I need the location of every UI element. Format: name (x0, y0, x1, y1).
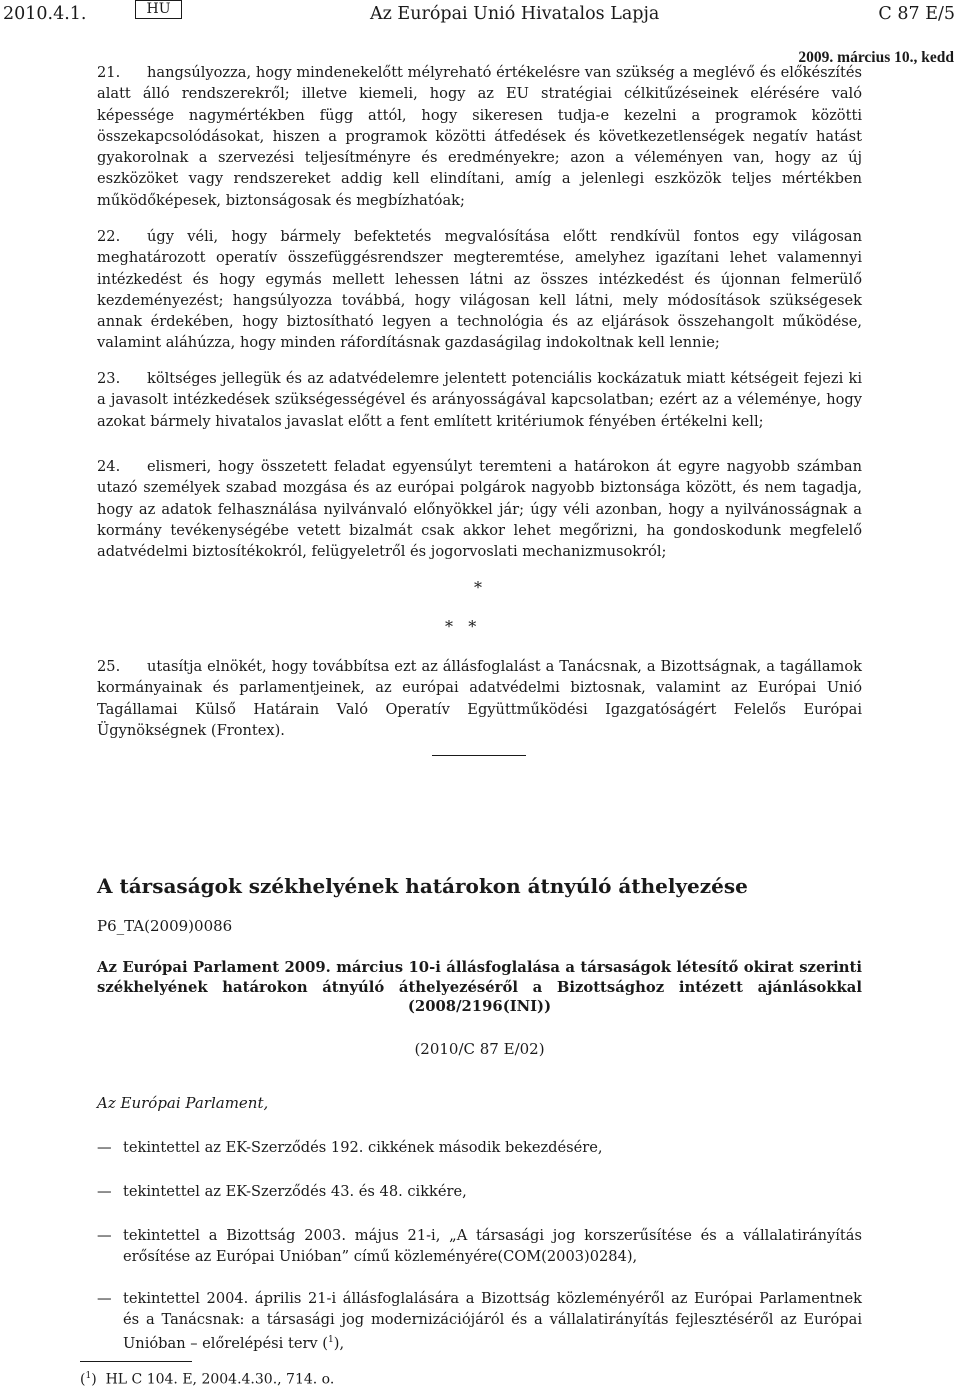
language-badge: HU (135, 0, 182, 19)
dash-marker: — (97, 1139, 112, 1156)
paragraph-text: úgy véli, hogy bármely befektetés megvalósítása előtt rendkívül fontos egy világosan meghatározott operatív összefüggésrendszer megteremtése, amelyhez igazítani lehet valamennyi intézkedést és hogy egymás mellett lehessen látni az összes intézkedést és újonnan felmerülő kezdeményezést; hangsúlyozza továbbá, hogy világosan kell látni, mely módosítások szükségesek annak érdekében, hogy biztosítható legyen a technológia és az eljárások összehangolt működése, valamint aláhúzza, hogy minden ráfordításnak gazdaságilag indokoltnak kell lennie; (97, 228, 862, 352)
header-ref: C 87 E/5 (878, 4, 955, 24)
paragraph-23 (97, 368, 862, 432)
paragraph-text: elismeri, hogy összetett feladat egyensúlyt teremteni a határokon át egyre nagyobb számban utazó személyek szabad mozgása és az európai polgárok nagyobb biztonsága között, és nem tagadja, hogy az adatok felhasználása nyilvánvaló előnyökkel jár; úgy véli azonban, hogy a nyilvánosságnak a kormány tevékenységébe vetett bizalmát csak akkor lehet megőrizni, ha gondoskodunk megfelelő adatvédelmi biztosítékokról, felügyeletről és jogorvoslati mechanizmusokról; (97, 458, 862, 561)
paragraph-number: 24. (97, 458, 121, 475)
citation-item (97, 1137, 862, 1158)
citation-tail: ), (333, 1334, 345, 1352)
paragraph-number: 22. (97, 228, 121, 245)
dash-marker: — (97, 1183, 112, 1200)
resolution-title: Az Európai Parlament 2009. március 10-i állásfoglalása a társaságok létesítő okirat szerinti székhelyének határokon átnyúló áthelyezéséről a Bizottsághoz intézett ajánlásokkal (97, 959, 862, 996)
footnote-number: 1 (85, 1371, 92, 1381)
header-date: 2010.4.1. (3, 4, 87, 24)
separator-star: * (474, 578, 482, 597)
footnote (80, 1371, 334, 1388)
resolution-reference: (2008/2196(INI)) (407, 998, 552, 1015)
citation-item (97, 1225, 862, 1267)
paragraph-number: 23. (97, 370, 121, 387)
paragraph-24 (97, 456, 862, 562)
citation-text: tekintettel a Bizottság 2003. május 21-i, „A társasági jog korszerűsítése és a vállalatirányítás erősítése az Európai Unióban” című közleményére(COM(2003)0284), (123, 1227, 862, 1265)
journal-title: Az Európai Unió Hivatalos Lapja (370, 4, 660, 24)
paragraph-number: 25. (97, 658, 121, 675)
dash-marker: — (97, 1290, 112, 1307)
footnote-ref[interactable]: 1 (328, 1335, 334, 1345)
footnote-paren-close: ) (91, 1371, 97, 1388)
paragraph-25 (97, 656, 862, 741)
citation-text (123, 1288, 862, 1354)
oj-reference: (2010/C 87 E/02) (414, 1040, 545, 1058)
citation-body: tekintettel 2004. április 21-i állásfoglalására a Bizottság közleményéről az Európai Parlamentnek és a Tanácsnak: a társasági jog modernizációjáról és a vállalatirányítás fejlesztéséről az Európai Unióban – előrelépési terv ( (123, 1290, 862, 1352)
section-divider (432, 755, 526, 756)
section-title: A társaságok székhelyének határokon átnyúló áthelyezése (97, 874, 748, 898)
footnote-divider (80, 1361, 192, 1362)
document-code: P6_TA(2009)0086 (97, 917, 233, 935)
paragraph-text: utasítja elnökét, hogy továbbítsa ezt az állásfoglalást a Tanácsnak, a Bizottságnak, a tagállamok kormányainak és parlamentjeinek, az európai adatvédelmi biztosnak, valamint az Európai Unió Tagállamai Külső Határain Való Operatív Együttműködési Igazgatóságért Felelős Európai Ügynökségnek (Frontex). (97, 658, 862, 739)
footnote-text: HL C 104. E, 2004.4.30., 714. o. (105, 1371, 335, 1388)
paragraph-text: hangsúlyozza, hogy mindenekelőtt mélyreható értékelésre van szükség a meglévő és előkészítés alatt álló rendszerekről; illetve kiemeli, hogy az EU stratégiai célkitűzéseinek elérésére való képessége nagymértékben függ attól, hogy sikeresen tudja-e kezelni a programok közötti összekapcsolódásokat, hiszen a programok közötti átfedések és következetlenségek negatív hatást gyakorolnak a szervezési teljesítményre és eredményekre; azon a véleményen van, hogy az új eszközöket vagy rendszereket addig kell elindítani, amíg a jelenlegi eszközök teljes mértékben működőképesek, biztonságosak és megbízhatóak; (97, 64, 862, 209)
citation-item (97, 1181, 862, 1202)
edition-date: 2009. március 10., kedd (798, 49, 954, 66)
parliament-heading: Az Európai Parlament, (97, 1094, 269, 1112)
separator-stars: * * (445, 617, 477, 636)
footnote-paren-open: ( (80, 1371, 86, 1388)
citation-item (97, 1288, 862, 1354)
citation-text: tekintettel az EK-Szerződés 192. cikkének második bekezdésére, (123, 1139, 603, 1156)
paragraph-text: költséges jellegük és az adatvédelemre jelentett potenciális kockázatuk miatt kétségeit fejezi ki a javasolt intézkedések szükségességével és arányosságával kapcsolatban; ezért az a véleménye, hogy azokat bármely hivatalos javaslat előtt a fent említett kritériumok fényében értékelni kell; (97, 370, 862, 430)
paragraph-21 (97, 62, 862, 211)
citation-text: tekintettel az EK-Szerződés 43. és 48. cikkére, (123, 1183, 467, 1200)
paragraph-number: 21. (97, 64, 121, 81)
dash-marker: — (97, 1227, 112, 1244)
paragraph-22 (97, 226, 862, 354)
